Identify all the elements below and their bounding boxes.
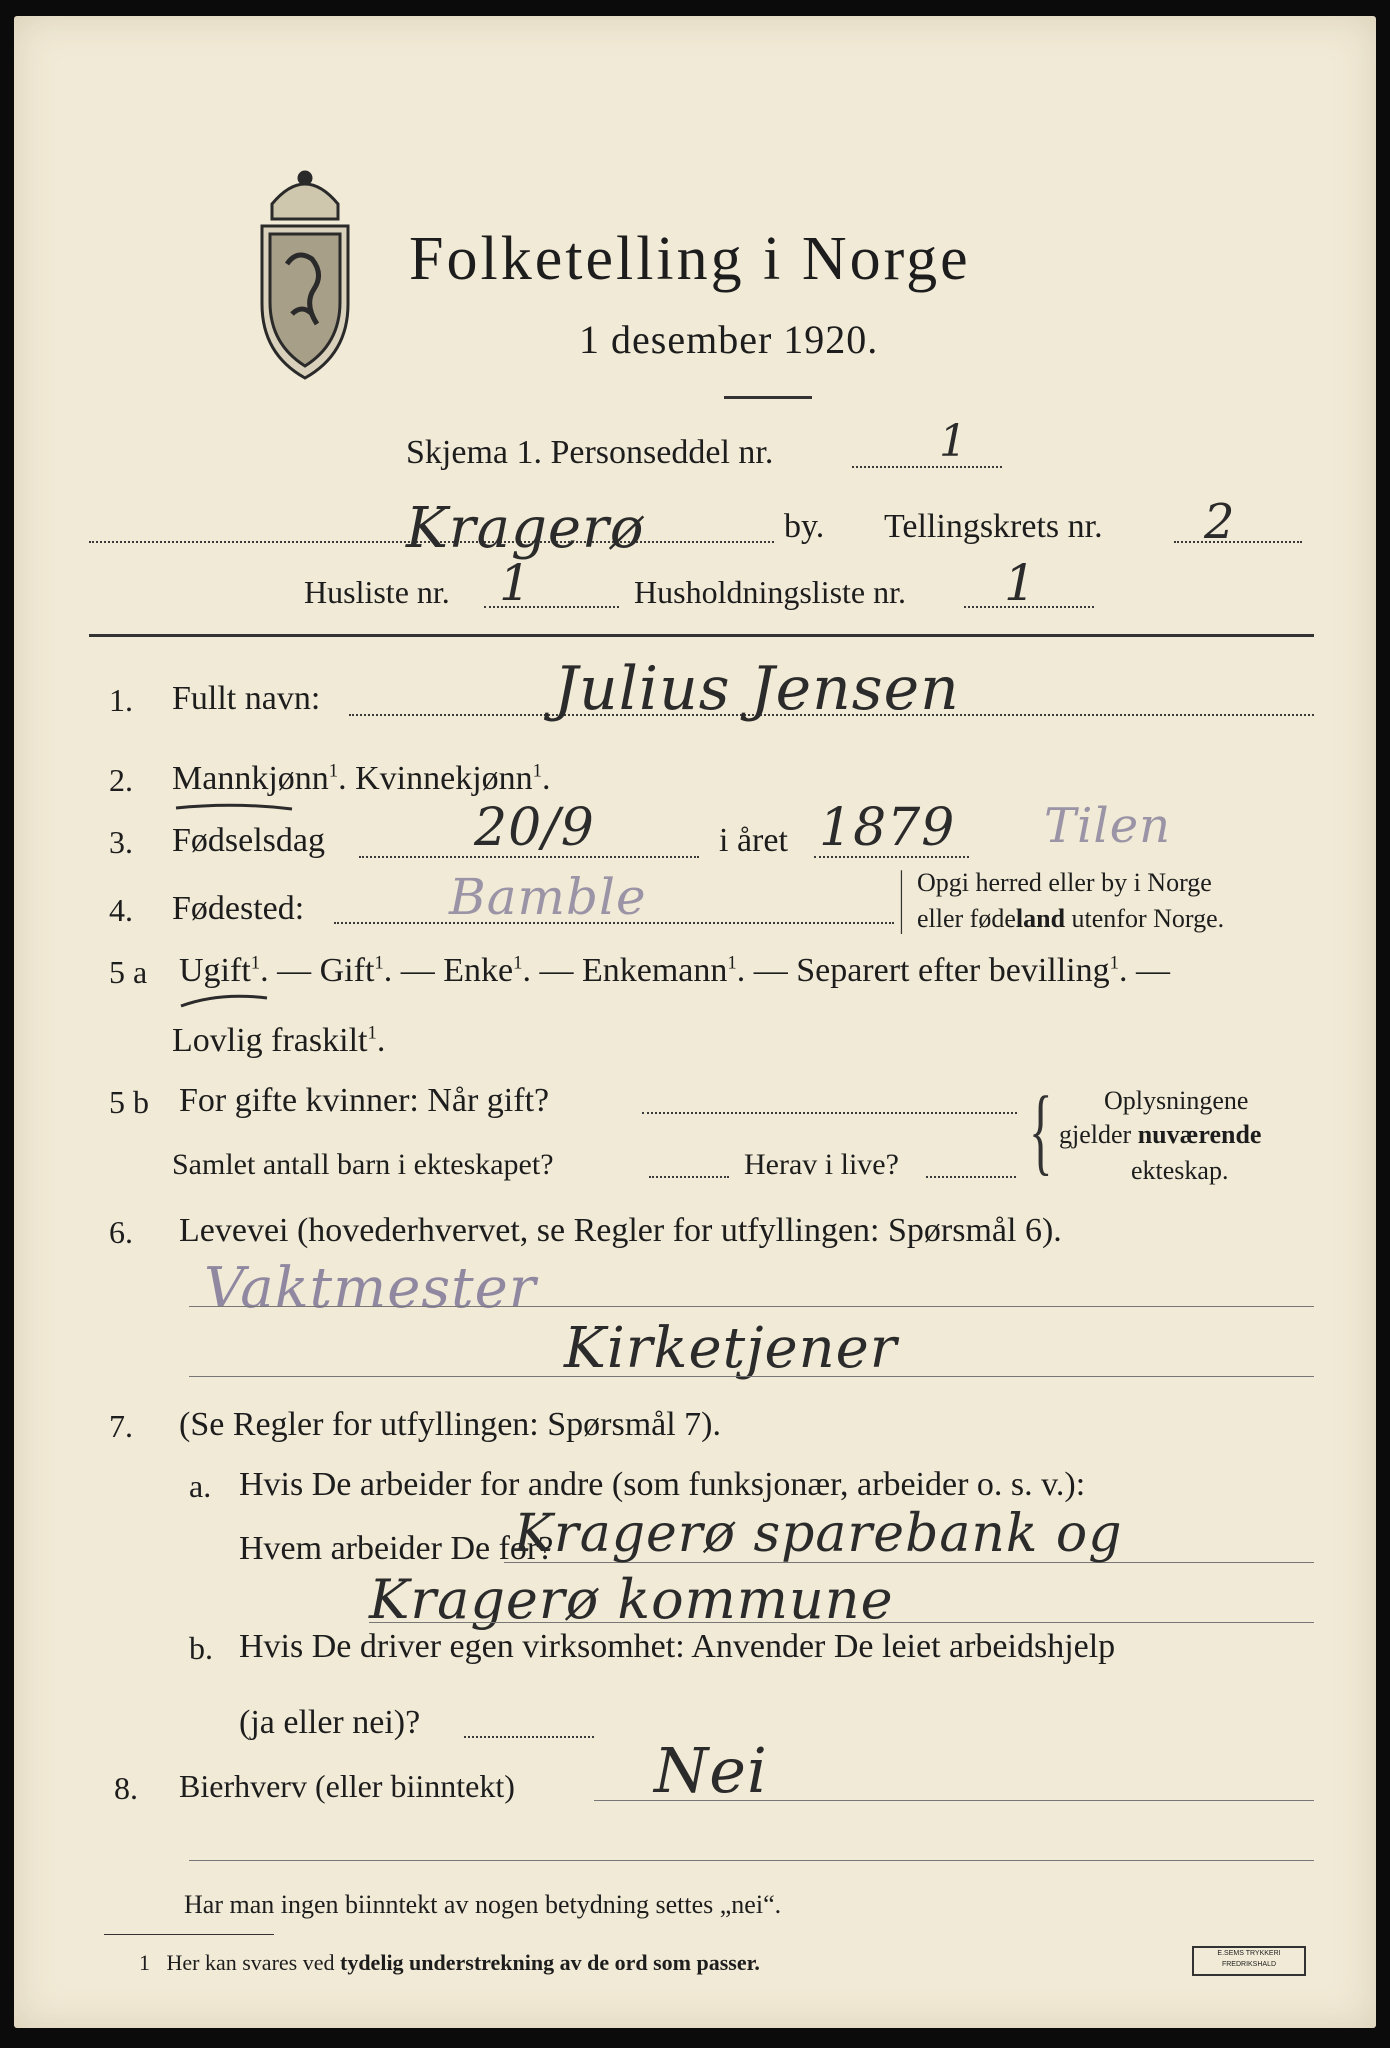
- husholdningsliste-nr: 1: [1004, 554, 1037, 612]
- q2-male: Mannkjønn: [172, 760, 329, 797]
- q5b-number: 5 b: [109, 1084, 149, 1120]
- q7b-mark: b.: [189, 1630, 213, 1666]
- q7a-rule-2: [369, 1622, 1314, 1623]
- q7a-line1: Hvis De arbeider for andre (som funksjonær, arbeider o. s. v.):: [239, 1466, 1086, 1503]
- q8-rule-2: [189, 1860, 1314, 1861]
- husliste-nr: 1: [499, 554, 532, 612]
- q7-label: (Se Regler for utfyllingen: Spørsmål 7).: [179, 1406, 722, 1443]
- q1-label: Fullt navn:: [172, 680, 321, 717]
- q2-number: 2.: [109, 762, 133, 798]
- q3-extra: Tilen: [1044, 798, 1172, 854]
- tellingskrets-line: [1174, 541, 1302, 543]
- q5a-ugift: Ugift: [179, 952, 251, 989]
- by-label: by.: [784, 508, 825, 545]
- q5b-line1: For gifte kvinner: Når gift?: [179, 1082, 550, 1119]
- q5b-brace: {: [1029, 1077, 1053, 1185]
- coat-of-arms-icon: [242, 164, 368, 384]
- q3-year-label: i året: [719, 822, 788, 859]
- husliste-label: Husliste nr.: [304, 574, 450, 610]
- q5b-note-2: gjelder nuværende: [1059, 1120, 1262, 1149]
- q4-note-2: eller fødeland utenfor Norge.: [917, 904, 1225, 933]
- husholdningsliste-label: Husholdningsliste nr.: [634, 574, 907, 610]
- q5a-number: 5 a: [109, 954, 148, 990]
- tellingskrets-nr: 2: [1204, 494, 1236, 550]
- q5b-line2b-dots: [926, 1176, 1016, 1178]
- tellingskrets-label: Tellingskrets nr.: [884, 508, 1103, 545]
- q6-rule-1: [189, 1306, 1314, 1307]
- footnote-rule: [104, 1934, 274, 1935]
- q7b-line2: (ja eller nei)?: [239, 1704, 421, 1741]
- q7b-line1: Hvis De driver egen virksomhet: Anvender De leiet arbeidshjelp: [239, 1628, 1116, 1665]
- q5a-options: Ugift$^1$. — Gift$^1$. — Enke$^1$. — Enkemann$^1$. — Separert efter bevilling$^1$. —: [179, 952, 1170, 989]
- q5b-note-3: ekteskap.: [1131, 1156, 1229, 1185]
- footnote: 1 Her kan svares ved tydelig understrekning av de ord som passer.: [139, 1950, 760, 1975]
- q1-number: 1.: [109, 682, 133, 718]
- q7b-line: [464, 1736, 594, 1738]
- q6-value-2: Kirketjener: [564, 1316, 898, 1381]
- q3-value: 20/9: [474, 798, 595, 858]
- q2-female: Kvinnekjønn: [355, 760, 533, 797]
- q4-note-1: Opgi herred eller by i Norge: [917, 868, 1212, 897]
- form-date: 1 desember 1920.: [579, 317, 879, 362]
- q6-label: Levevei (hovederhvervet, se Regler for utfyllingen: Spørsmål 6).: [179, 1212, 1062, 1249]
- q5b-line2a: Samlet antall barn i ekteskapet?: [172, 1148, 554, 1181]
- q5b-line2a-dots: [649, 1176, 729, 1178]
- q2-options: Mannkjønn$^1$. Kvinnekjønn$^1$.: [172, 760, 551, 797]
- q8-value: Nei: [654, 1734, 768, 1807]
- q2-underline-mark: [174, 800, 294, 814]
- q5b-line1-dots: [642, 1112, 1017, 1114]
- q7a-value-2: Kragerø kommune: [369, 1568, 894, 1631]
- q7a-value-1: Kragerø sparebank og: [514, 1504, 1123, 1564]
- header-rule: [89, 634, 1314, 637]
- q5b-line2b: Herav i live?: [744, 1148, 899, 1181]
- q7a-line2: Hvem arbeider De for?: [239, 1530, 554, 1567]
- personseddel-nr: 1: [939, 416, 968, 467]
- printer-stamp: E.SEMS TRYKKERI FREDRIKSHALD: [1192, 1946, 1306, 1976]
- nei-note: Har man ingen biinntekt av nogen betydning settes „nei“.: [184, 1890, 782, 1919]
- q4-value: Bamble: [449, 868, 647, 926]
- q6-number: 6.: [109, 1214, 133, 1250]
- q4-brace: |: [899, 858, 904, 935]
- skjema-label: Skjema 1. Personseddel nr.: [406, 434, 774, 471]
- q3-number: 3.: [109, 824, 133, 860]
- q5a-underline-mark: [179, 990, 269, 1012]
- by-value: Kragerø: [406, 496, 645, 561]
- form-title: Folketelling i Norge: [409, 225, 971, 293]
- census-form: [14, 16, 1376, 2028]
- q3-label: Fødselsdag: [172, 822, 325, 859]
- personseddel-line: [852, 466, 1002, 468]
- title-divider: [724, 396, 812, 399]
- q7-number: 7.: [109, 1408, 133, 1444]
- q3-year: 1879: [819, 798, 956, 858]
- q1-value: Julius Jensen: [554, 654, 960, 724]
- q8-number: 8.: [114, 1770, 138, 1806]
- q4-number: 4.: [109, 892, 133, 928]
- q4-label: Fødested:: [172, 890, 305, 927]
- q8-label: Bierhverv (eller biinntekt): [179, 1768, 515, 1804]
- q5b-note-1: Oplysningene: [1104, 1086, 1249, 1115]
- q6-rule-2: [189, 1376, 1314, 1377]
- q6-value-1: Vaktmester: [204, 1256, 537, 1321]
- q7a-mark: a.: [189, 1468, 212, 1504]
- q5a-option2: Lovlig fraskilt$^1$.: [172, 1022, 386, 1059]
